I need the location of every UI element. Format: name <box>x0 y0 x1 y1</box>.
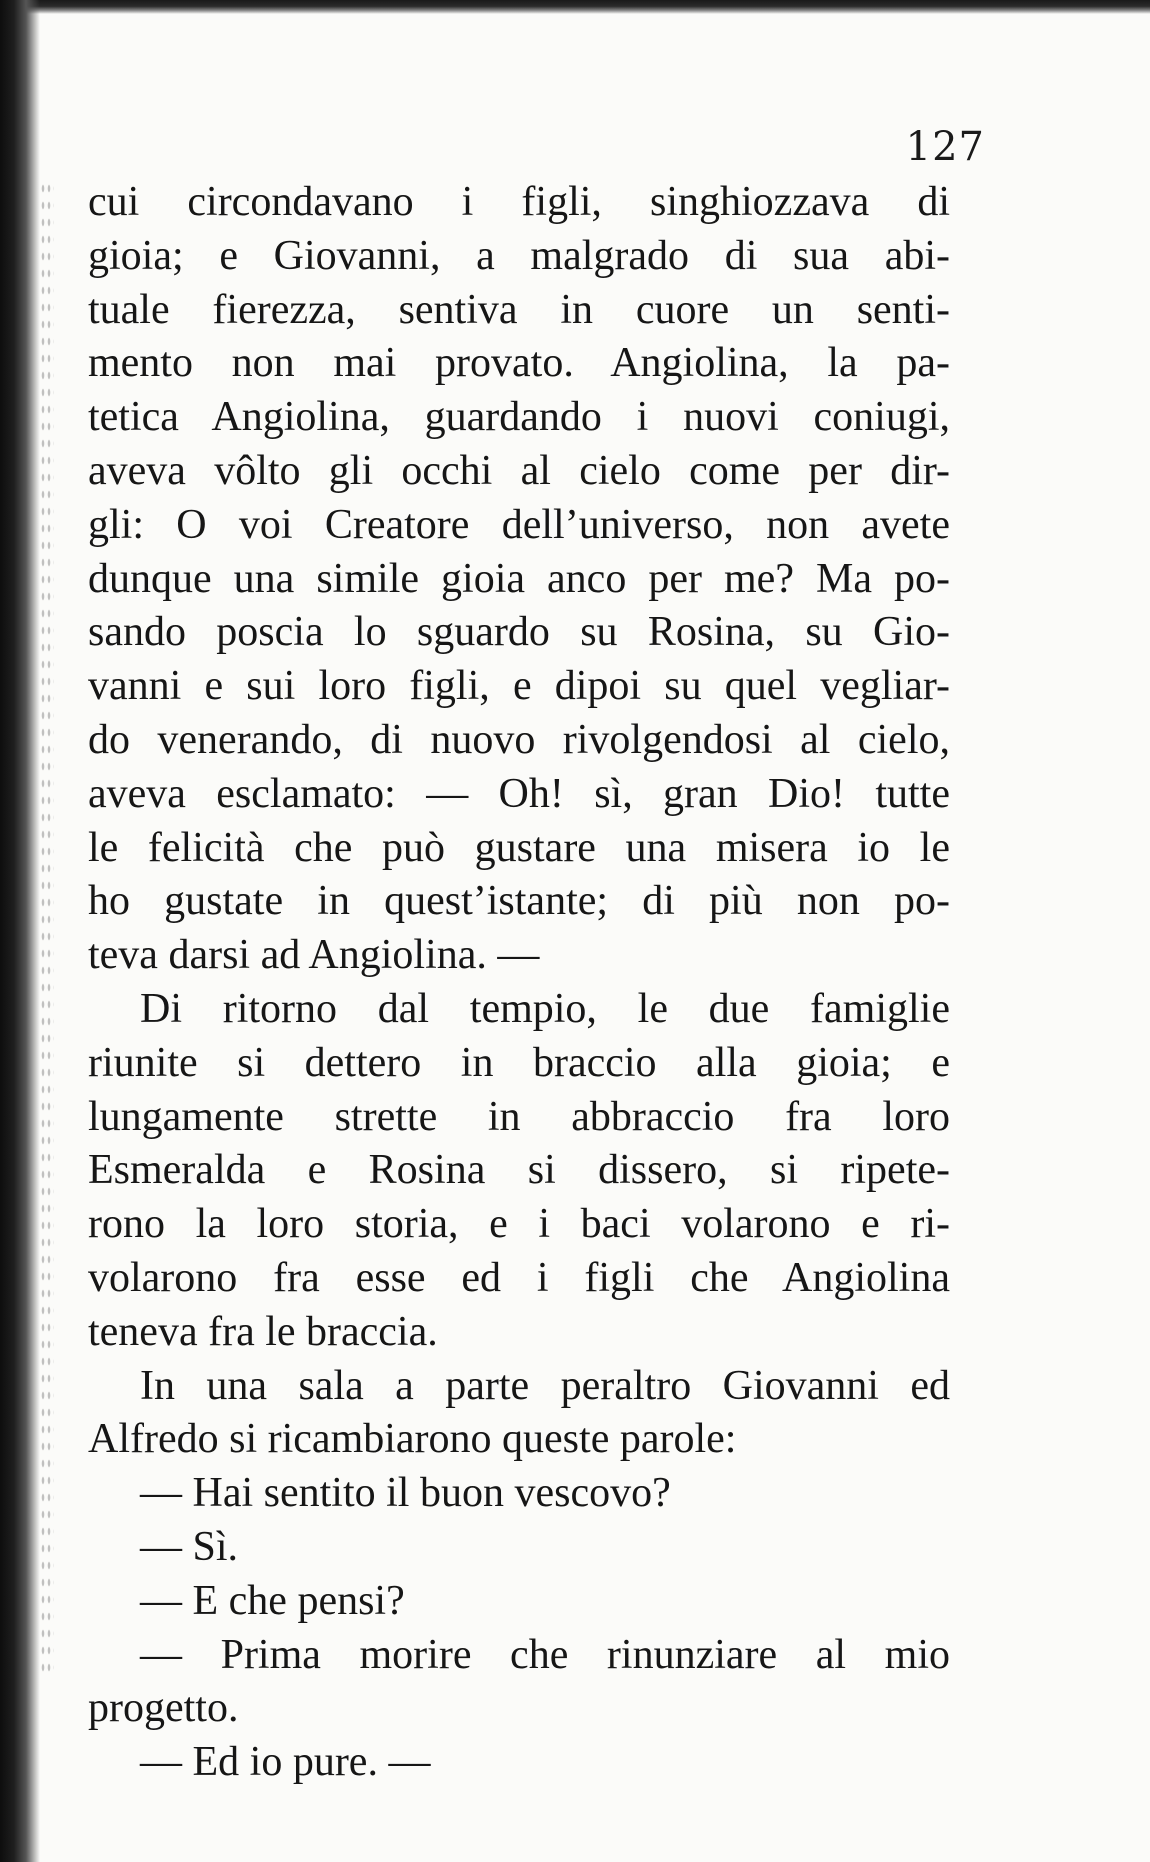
text-line: aveva esclamato: — Oh! sì, gran Dio! tutte <box>88 770 950 817</box>
scan-noise <box>40 180 54 1680</box>
text-line: do venerando, di nuovo rivolgendosi al cielo, <box>88 716 950 763</box>
dialog-line: — Hai sentito il buon vescovo? <box>140 1470 671 1517</box>
text-line: riunite si dettero in braccio alla gioia; e <box>88 1039 950 1086</box>
text-line: vanni e sui loro figli, e dipoi su quel vegliar- <box>88 663 950 710</box>
text-line: volarono fra esse ed i figli che Angiolina <box>88 1254 950 1301</box>
scan-top-edge <box>0 0 1150 14</box>
page-number: 127 <box>905 124 985 170</box>
text-line: gioia; e Giovanni, a malgrado di sua abi- <box>88 232 950 279</box>
book-spine-shadow <box>0 0 40 1862</box>
text-line: mento non mai provato. Angiolina, la pa- <box>88 340 950 387</box>
text-line: lungamente strette in abbraccio fra loro <box>88 1093 950 1140</box>
text-line: progetto. <box>88 1685 239 1732</box>
text-line: tuale fierezza, sentiva in cuore un senti- <box>88 286 950 333</box>
text-line: teva darsi ad Angiolina. — <box>88 932 540 979</box>
text-line: Esmeralda e Rosina si dissero, si ripete- <box>88 1147 950 1194</box>
body-text <box>88 176 950 1790</box>
text-line: Alfredo si ricambiarono queste parole: <box>88 1416 737 1463</box>
text-line: gli: O voi Creatore dell’universo, non avete <box>88 501 950 548</box>
dialog-line: — E che pensi? <box>140 1577 405 1624</box>
text-line: Di ritorno dal tempio, le due famiglie <box>140 985 950 1032</box>
text-line: sando poscia lo sguardo su Rosina, su Gio- <box>88 609 950 656</box>
text-line: le felicità che può gustare una misera io le <box>88 824 950 871</box>
text-line: cui circondavano i figli, singhiozzava di <box>88 179 950 225</box>
dialog-line: — Sì. <box>140 1523 239 1570</box>
text-line: ho gustate in quest’istante; di più non po- <box>88 878 950 925</box>
dialog-line: — Prima morire che rinunziare al mio <box>140 1631 950 1678</box>
text-line: tetica Angiolina, guardando i nuovi coniugi, <box>88 394 950 441</box>
text-line: In una sala a parte peraltro Giovanni ed <box>140 1362 950 1409</box>
text-line: teneva fra le braccia. <box>88 1308 438 1355</box>
dialog-line: — Ed io pure. — <box>140 1739 431 1786</box>
text-line: rono la loro storia, e i baci volarono e ri- <box>88 1201 950 1248</box>
text-line: aveva vôlto gli occhi al cielo come per dir- <box>88 447 950 494</box>
text-line: dunque una simile gioia anco per me? Ma po- <box>88 555 950 602</box>
